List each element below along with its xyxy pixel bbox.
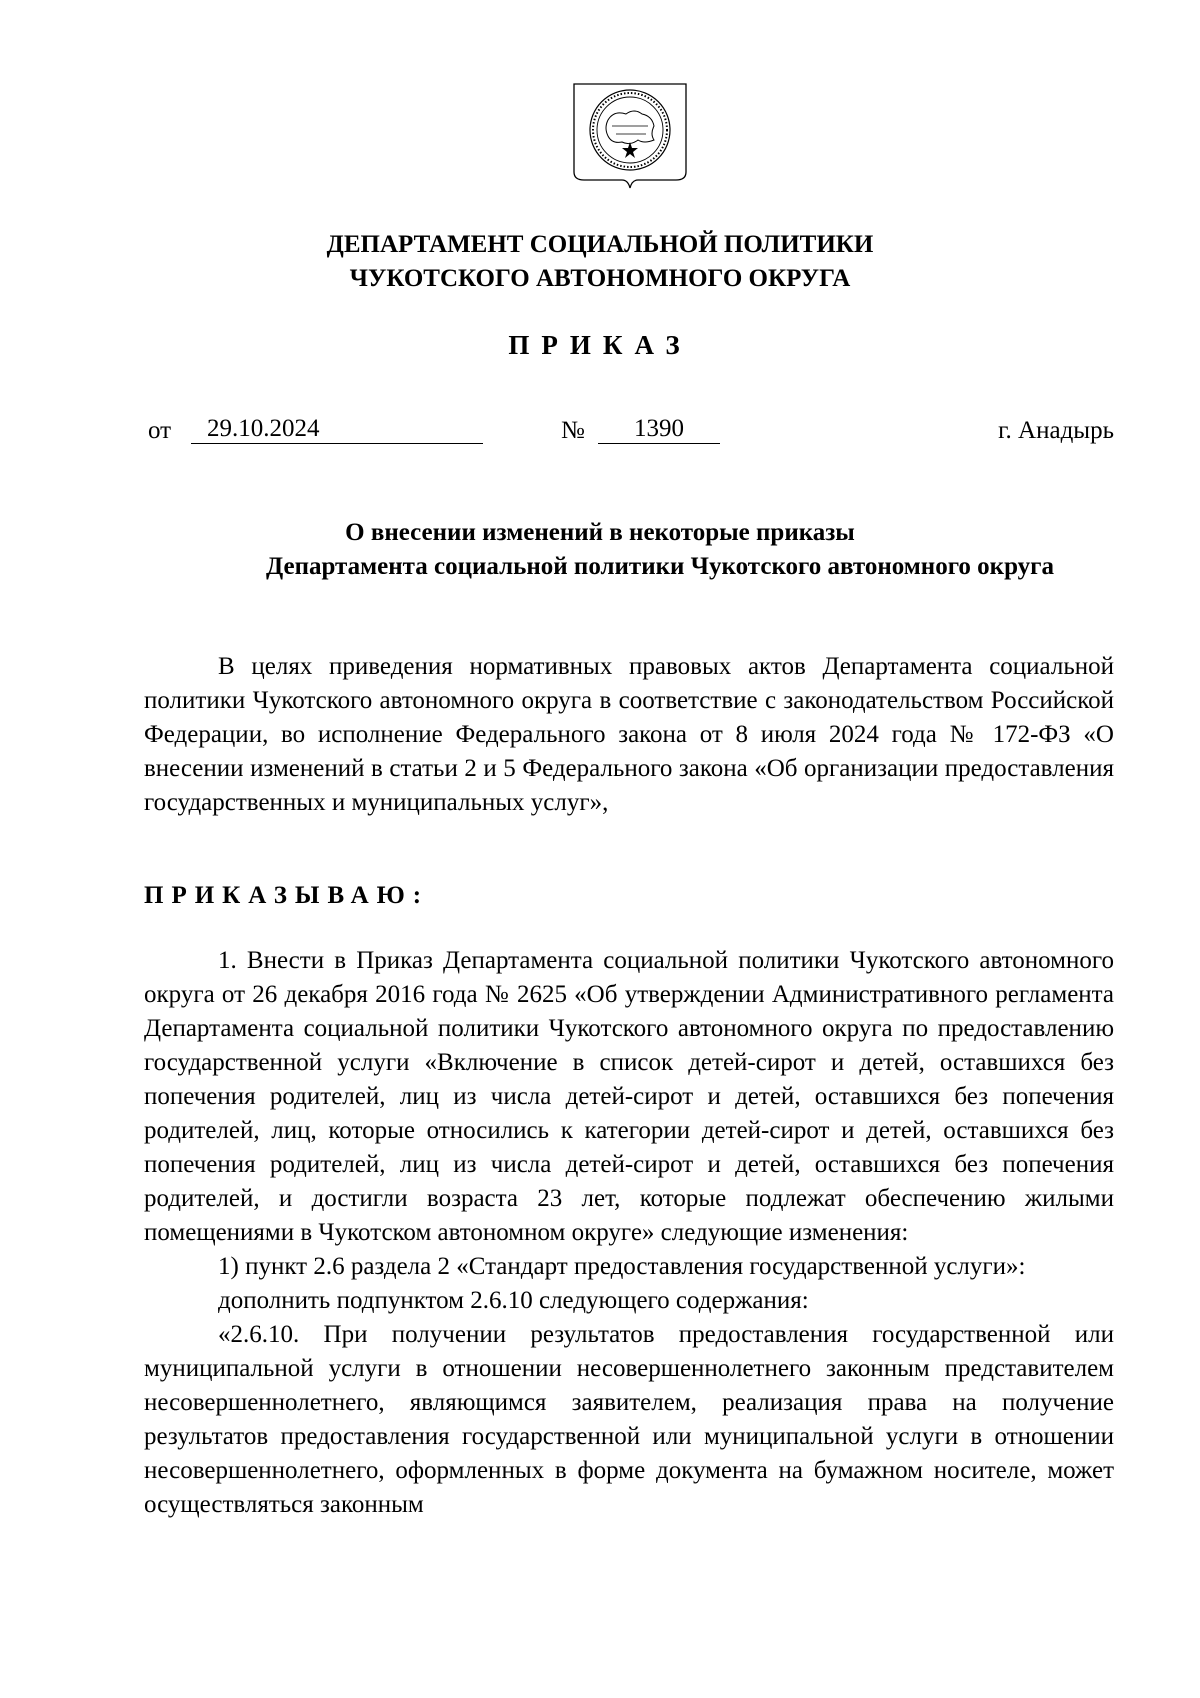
subject-line-2: Департамента социальной политики Чукотского автономного округа <box>265 553 1055 580</box>
body-paragraph-3: дополнить подпунктом 2.6.10 следующего содержания: <box>218 1287 809 1314</box>
coat-of-arms-emblem <box>568 80 692 204</box>
order-directive-word: ПРИКАЗЫВАЮ: <box>144 882 430 909</box>
document-number: 1390 <box>598 414 720 444</box>
body-paragraph-1: 1. Внести в Приказ Департамента социальной политики Чукотского автономного округа от 26 декабря 2016 года № 2625 «Об утверждении Административного регламента Департамента социальной политики Чукотского автономного округа по предоставлению государственной услуги «Включение в список детей-сирот и детей, оставшихся без попечения родителей, лиц из числа детей-сирот и детей, оставшихся без попечения родителей, лиц, которые относились к категории детей-сирот и детей, оставшихся без попечения родителей, лиц из числа детей-сирот и детей, оставшихся без попечения родителей, и достигли возраста 23 лет, которые подлежат обеспечению жилыми помещениями в Чукотском автономном округе» следующие изменения: <box>144 947 1114 1246</box>
document-city: г. Анадырь <box>998 417 1114 444</box>
order-body <box>144 944 1114 1522</box>
body-paragraph-4: «2.6.10. При получении результатов предоставления государственной или муниципальной услуги в отношении несовершеннолетнего законным представителем несовершеннолетнего, являющимся заявителем, реализация права на получение результатов предоставления государственной или муниципальной услуги в отношении несовершеннолетнего, оформленных в форме документа на бумажном носителе, может осуществляться законным <box>144 1321 1114 1518</box>
number-label: № <box>561 417 585 444</box>
preamble-paragraph: В целях приведения нормативных правовых актов Департамента социальной политики Чукотского автономного округа в соответствие с законодательством Российской Федерации, во исполнение Федерального закона от 8 июля 2024 года № 172-ФЗ «О внесении изменений в статьи 2 и 5 Федерального закона «Об организации предоставления государственных и муниципальных услуг», <box>144 653 1114 816</box>
organization-name-line-2: ЧУКОТСКОГО АВТОНОМНОГО ОКРУГА <box>349 265 851 292</box>
document-meta-row <box>148 414 1114 448</box>
preamble <box>144 650 1114 820</box>
body-paragraph-2: 1) пункт 2.6 раздела 2 «Стандарт предоставления государственной услуги»: <box>218 1253 1026 1280</box>
document-date: 29.10.2024 <box>191 414 483 444</box>
organization-header <box>0 228 1200 296</box>
document-subject <box>0 516 1200 584</box>
subject-line-1: О внесении изменений в некоторые приказы <box>345 519 855 546</box>
document-type-title: ПРИКАЗ <box>508 330 692 360</box>
date-label: от <box>148 417 172 444</box>
organization-name-line-1: ДЕПАРТАМЕНТ СОЦИАЛЬНОЙ ПОЛИТИКИ <box>326 231 874 258</box>
